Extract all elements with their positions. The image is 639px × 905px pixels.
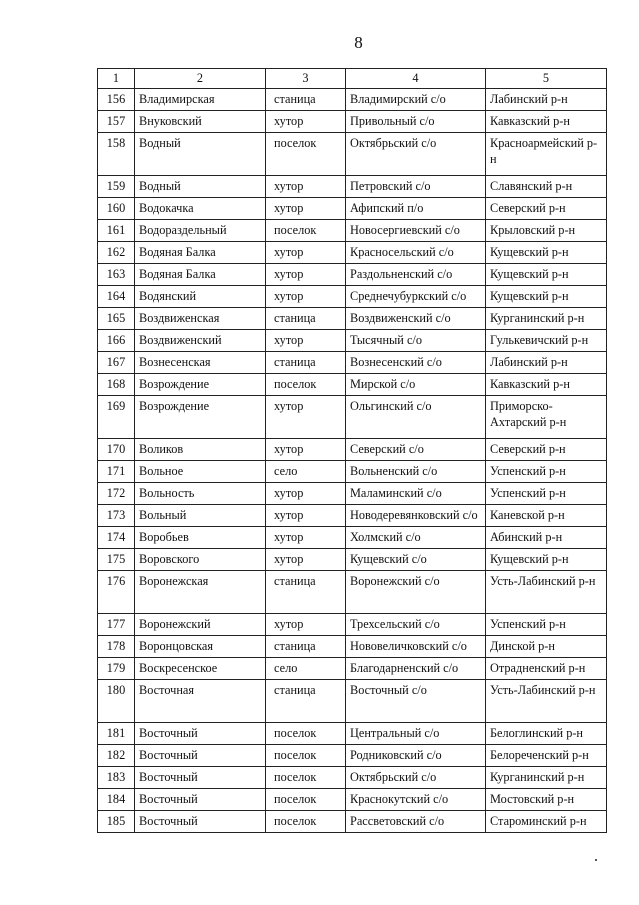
district-cell: Каневской р-н <box>486 505 607 527</box>
row-number-cell: 157 <box>98 111 135 133</box>
council-cell: Воздвиженский с/о <box>346 308 486 330</box>
settlements-table <box>97 68 607 833</box>
table-row <box>98 111 607 133</box>
row-number-cell: 173 <box>98 505 135 527</box>
row-number-cell: 162 <box>98 242 135 264</box>
council-cell: Нововеличковский с/о <box>346 636 486 658</box>
row-number-cell: 170 <box>98 439 135 461</box>
district-cell: Красноармейский р-н <box>486 133 607 176</box>
district-cell: Крыловский р-н <box>486 220 607 242</box>
settlement-type-cell: поселок <box>266 767 346 789</box>
council-cell: Красносельский с/о <box>346 242 486 264</box>
district-cell: Кущевский р-н <box>486 242 607 264</box>
row-number-cell: 176 <box>98 571 135 614</box>
settlement-type-cell: поселок <box>266 220 346 242</box>
table-row <box>98 352 607 374</box>
row-number-cell: 177 <box>98 614 135 636</box>
table-row <box>98 133 607 176</box>
district-cell: Кущевский р-н <box>486 286 607 308</box>
row-number-cell: 168 <box>98 374 135 396</box>
council-cell: Центральный с/о <box>346 723 486 745</box>
district-cell: Абинский р-н <box>486 527 607 549</box>
settlement-name-cell: Восточный <box>135 723 266 745</box>
district-cell: Кущевский р-н <box>486 264 607 286</box>
row-number-cell: 181 <box>98 723 135 745</box>
scan-speck <box>595 859 597 861</box>
council-cell: Тысячный с/о <box>346 330 486 352</box>
district-cell: Отрадненский р-н <box>486 658 607 680</box>
row-number-cell: 185 <box>98 811 135 833</box>
header-cell-2: 2 <box>135 69 266 89</box>
table-row <box>98 439 607 461</box>
row-number-cell: 164 <box>98 286 135 308</box>
settlement-name-cell: Возрождение <box>135 396 266 439</box>
settlement-name-cell: Водяная Балка <box>135 264 266 286</box>
district-cell: Кавказский р-н <box>486 374 607 396</box>
council-cell: Октябрьский с/о <box>346 767 486 789</box>
district-cell: Мостовский р-н <box>486 789 607 811</box>
table-row <box>98 636 607 658</box>
district-cell: Усть-Лабинский р-н <box>486 680 607 723</box>
row-number-cell: 179 <box>98 658 135 680</box>
table-row <box>98 396 607 439</box>
district-cell: Северский р-н <box>486 439 607 461</box>
council-cell: Вознесенский с/о <box>346 352 486 374</box>
council-cell: Благодарненский с/о <box>346 658 486 680</box>
district-cell: Успенский р-н <box>486 461 607 483</box>
settlement-type-cell: поселок <box>266 745 346 767</box>
district-cell: Курганинский р-н <box>486 767 607 789</box>
council-cell: Новосергиевский с/о <box>346 220 486 242</box>
district-cell: Приморско-Ахтарский р-н <box>486 396 607 439</box>
settlement-name-cell: Восточная <box>135 680 266 723</box>
settlement-type-cell: хутор <box>266 286 346 308</box>
settlement-name-cell: Водный <box>135 176 266 198</box>
settlement-type-cell: хутор <box>266 439 346 461</box>
settlement-type-cell: хутор <box>266 176 346 198</box>
row-number-cell: 165 <box>98 308 135 330</box>
district-cell: Староминский р-н <box>486 811 607 833</box>
table-body <box>98 69 607 833</box>
table-row <box>98 767 607 789</box>
council-cell: Раздольненский с/о <box>346 264 486 286</box>
district-cell: Славянский р-н <box>486 176 607 198</box>
council-cell: Мирской с/о <box>346 374 486 396</box>
settlement-type-cell: станица <box>266 89 346 111</box>
row-number-cell: 159 <box>98 176 135 198</box>
table-row <box>98 330 607 352</box>
table-row <box>98 198 607 220</box>
table-row <box>98 549 607 571</box>
page-number: 8 <box>354 33 363 52</box>
table-row <box>98 264 607 286</box>
settlement-name-cell: Воскресенское <box>135 658 266 680</box>
settlement-name-cell: Вольный <box>135 505 266 527</box>
settlement-name-cell: Воронежская <box>135 571 266 614</box>
settlement-name-cell: Водный <box>135 133 266 176</box>
row-number-cell: 182 <box>98 745 135 767</box>
settlement-name-cell: Водянский <box>135 286 266 308</box>
table-row <box>98 286 607 308</box>
row-number-cell: 156 <box>98 89 135 111</box>
settlement-name-cell: Восточный <box>135 811 266 833</box>
district-cell: Усть-Лабинский р-н <box>486 571 607 614</box>
row-number-cell: 161 <box>98 220 135 242</box>
settlement-name-cell: Владимирская <box>135 89 266 111</box>
table-row <box>98 242 607 264</box>
settlement-name-cell: Восточный <box>135 745 266 767</box>
row-number-cell: 175 <box>98 549 135 571</box>
district-cell: Успенский р-н <box>486 614 607 636</box>
council-cell: Новодеревянковский с/о <box>346 505 486 527</box>
table-row <box>98 723 607 745</box>
council-cell: Среднечубуркский с/о <box>346 286 486 308</box>
header-cell-5: 5 <box>486 69 607 89</box>
council-cell: Трехсельский с/о <box>346 614 486 636</box>
row-number-cell: 171 <box>98 461 135 483</box>
district-cell: Динской р-н <box>486 636 607 658</box>
district-cell: Северский р-н <box>486 198 607 220</box>
settlement-type-cell: хутор <box>266 242 346 264</box>
settlement-name-cell: Вольное <box>135 461 266 483</box>
settlement-name-cell: Воровского <box>135 549 266 571</box>
row-number-cell: 178 <box>98 636 135 658</box>
settlement-name-cell: Вознесенская <box>135 352 266 374</box>
district-cell: Лабинский р-н <box>486 352 607 374</box>
header-cell-1: 1 <box>98 69 135 89</box>
settlement-name-cell: Вольность <box>135 483 266 505</box>
settlement-type-cell: село <box>266 658 346 680</box>
table-row <box>98 483 607 505</box>
table-row <box>98 461 607 483</box>
row-number-cell: 180 <box>98 680 135 723</box>
district-cell: Кавказский р-н <box>486 111 607 133</box>
council-cell: Воронежский с/о <box>346 571 486 614</box>
council-cell: Владимирский с/о <box>346 89 486 111</box>
district-cell: Гулькевичский р-н <box>486 330 607 352</box>
council-cell: Ольгинский с/о <box>346 396 486 439</box>
table-row <box>98 658 607 680</box>
table-row <box>98 176 607 198</box>
settlement-type-cell: хутор <box>266 111 346 133</box>
table-row <box>98 745 607 767</box>
table-row <box>98 680 607 723</box>
council-cell: Рассветовский с/о <box>346 811 486 833</box>
settlement-type-cell: поселок <box>266 789 346 811</box>
settlement-type-cell: хутор <box>266 264 346 286</box>
row-number-cell: 172 <box>98 483 135 505</box>
row-number-cell: 166 <box>98 330 135 352</box>
table-row <box>98 89 607 111</box>
settlement-type-cell: хутор <box>266 549 346 571</box>
row-number-cell: 184 <box>98 789 135 811</box>
settlement-type-cell: станица <box>266 680 346 723</box>
row-number-cell: 167 <box>98 352 135 374</box>
row-number-cell: 160 <box>98 198 135 220</box>
settlement-type-cell: поселок <box>266 374 346 396</box>
council-cell: Северский с/о <box>346 439 486 461</box>
row-number-cell: 183 <box>98 767 135 789</box>
settlement-type-cell: станица <box>266 308 346 330</box>
settlement-type-cell: хутор <box>266 396 346 439</box>
header-cell-3: 3 <box>266 69 346 89</box>
settlement-name-cell: Воронцовская <box>135 636 266 658</box>
council-cell: Холмский с/о <box>346 527 486 549</box>
table-row <box>98 374 607 396</box>
table-row <box>98 614 607 636</box>
settlement-type-cell: поселок <box>266 811 346 833</box>
settlement-name-cell: Восточный <box>135 789 266 811</box>
settlement-name-cell: Внуковский <box>135 111 266 133</box>
council-cell: Маламинский с/о <box>346 483 486 505</box>
council-cell: Афипский п/о <box>346 198 486 220</box>
settlement-name-cell: Воздвиженский <box>135 330 266 352</box>
council-cell: Краснокутский с/о <box>346 789 486 811</box>
settlement-type-cell: хутор <box>266 505 346 527</box>
table-row <box>98 571 607 614</box>
table-row <box>98 308 607 330</box>
table-row <box>98 789 607 811</box>
header-cell-4: 4 <box>346 69 486 89</box>
settlement-name-cell: Воронежский <box>135 614 266 636</box>
table-row <box>98 220 607 242</box>
settlement-name-cell: Воробьев <box>135 527 266 549</box>
council-cell: Петровский с/о <box>346 176 486 198</box>
table-row <box>98 527 607 549</box>
table-header-row <box>98 69 607 89</box>
settlement-name-cell: Водокачка <box>135 198 266 220</box>
row-number-cell: 158 <box>98 133 135 176</box>
settlement-type-cell: станица <box>266 571 346 614</box>
settlement-type-cell: хутор <box>266 330 346 352</box>
district-cell: Успенский р-н <box>486 483 607 505</box>
settlement-name-cell: Водораздельный <box>135 220 266 242</box>
district-cell: Белореченский р-н <box>486 745 607 767</box>
council-cell: Октябрьский с/о <box>346 133 486 176</box>
settlement-type-cell: хутор <box>266 198 346 220</box>
settlement-type-cell: хутор <box>266 614 346 636</box>
settlement-type-cell: хутор <box>266 483 346 505</box>
council-cell: Родниковский с/о <box>346 745 486 767</box>
settlement-type-cell: поселок <box>266 133 346 176</box>
settlement-name-cell: Воликов <box>135 439 266 461</box>
council-cell: Привольный с/о <box>346 111 486 133</box>
settlement-name-cell: Воздвиженская <box>135 308 266 330</box>
settlement-type-cell: хутор <box>266 527 346 549</box>
settlement-name-cell: Восточный <box>135 767 266 789</box>
table-row <box>98 811 607 833</box>
district-cell: Белоглинский р-н <box>486 723 607 745</box>
row-number-cell: 169 <box>98 396 135 439</box>
row-number-cell: 174 <box>98 527 135 549</box>
row-number-cell: 163 <box>98 264 135 286</box>
settlement-type-cell: станица <box>266 636 346 658</box>
district-cell: Кущевский р-н <box>486 549 607 571</box>
council-cell: Восточный с/о <box>346 680 486 723</box>
council-cell: Кущевский с/о <box>346 549 486 571</box>
settlement-name-cell: Водяная Балка <box>135 242 266 264</box>
council-cell: Вольненский с/о <box>346 461 486 483</box>
table-row <box>98 505 607 527</box>
settlement-type-cell: село <box>266 461 346 483</box>
district-cell: Лабинский р-н <box>486 89 607 111</box>
settlement-type-cell: поселок <box>266 723 346 745</box>
settlement-name-cell: Возрождение <box>135 374 266 396</box>
settlement-type-cell: станица <box>266 352 346 374</box>
district-cell: Курганинский р-н <box>486 308 607 330</box>
